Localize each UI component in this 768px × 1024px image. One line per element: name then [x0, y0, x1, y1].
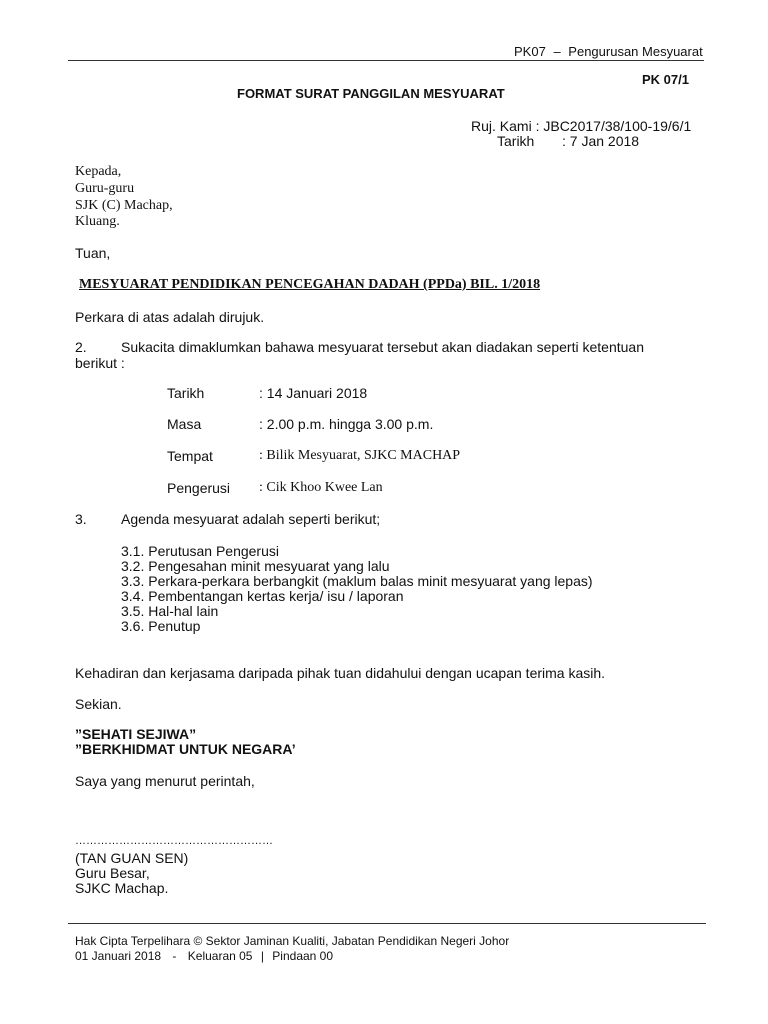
footer-separator: - [172, 949, 177, 963]
motto-line: ”SEHATI SEJIWA” [75, 726, 197, 742]
sign-intro: Saya yang menurut perintah, [75, 773, 255, 789]
detail-value: : Cik Khoo Kwee Lan [259, 480, 383, 495]
subject-line: MESYUARAT PENDIDIKAN PENCEGAHAN DADAH (PPDa) BIL. 1/2018 [79, 277, 541, 292]
footer-issue: Keluaran 05 [187, 949, 253, 963]
sekian: Sekian. [75, 696, 122, 712]
detail-value: : 2.00 p.m. hingga 3.00 p.m. [259, 416, 434, 432]
recipient-line: Guru-guru [75, 181, 135, 196]
closing-paragraph: Kehadiran dan kerjasama daripada pihak tuan didahului dengan ucapan terima kasih. [75, 665, 606, 681]
recipient-line: SJK (C) Machap, [75, 198, 173, 213]
para3-text: Agenda mesyuarat adalah seperti berikut; [121, 511, 381, 527]
detail-label: Masa [167, 416, 202, 432]
agenda-item: 3.5. Hal-hal lain [121, 603, 219, 619]
page-title: FORMAT SURAT PANGGILAN MESYUARAT [237, 86, 505, 101]
detail-label: Pengerusi [167, 480, 231, 496]
detail-value: : Bilik Mesyuarat, SJKC MACHAP [259, 448, 461, 463]
para2-text: Sukacita dimaklumkan bahawa mesyuarat tersebut akan diadakan seperti ketentuan [121, 339, 644, 355]
agenda-item: 3.4. Pembentangan kertas kerja/ isu / laporan [121, 588, 404, 604]
header-doc-code-line [514, 44, 703, 60]
detail-label: Tempat [167, 448, 213, 464]
agenda-item: 3.1. Perutusan Pengerusi [121, 543, 279, 559]
agenda-item: 3.2. Pengesahan minit mesyuarat yang lalu [121, 558, 390, 574]
header-doc-code: PK07 [514, 44, 546, 59]
agenda-item: 3.3. Perkara-perkara berbangkit (maklum balas minit mesyuarat yang lepas) [121, 573, 593, 589]
salutation: Tuan, [75, 245, 111, 261]
agenda-item: 3.6. Penutup [121, 618, 201, 634]
header-dash: – [553, 44, 561, 59]
recipient-line: Kepada, [75, 164, 122, 179]
motto-line: ”BERKHIDMAT UNTUK NEGARA’ [75, 741, 296, 757]
footer-date: 01 Januari 2018 [75, 949, 162, 963]
form-code: PK 07/1 [642, 72, 689, 87]
detail-value: : 14 Januari 2018 [259, 385, 368, 401]
signature-line: ……………………………………………… [75, 835, 273, 847]
para2-text: berikut : [75, 355, 125, 371]
header-rule [68, 60, 704, 61]
signatory-name: (TAN GUAN SEN) [75, 850, 189, 866]
signatory-school: SJKC Machap. [75, 880, 169, 896]
recipient-line: Kluang. [75, 214, 120, 229]
para2-number: 2. [75, 339, 87, 355]
reference-date-value: : 7 Jan 2018 [562, 133, 640, 149]
footer-rule [68, 923, 706, 924]
reference-number: Ruj. Kami : JBC2017/38/100-19/6/1 [471, 118, 692, 134]
footer-issue-line [75, 949, 333, 963]
footer-copyright: Hak Cipta Terpelihara © Sektor Jaminan Kualiti, Jabatan Pendidikan Negeri Johor [75, 934, 510, 948]
intro-paragraph: Perkara di atas adalah dirujuk. [75, 309, 265, 325]
signatory-position: Guru Besar, [75, 865, 150, 881]
detail-label: Tarikh [167, 385, 205, 401]
reference-date-label: Tarikh [497, 133, 535, 149]
para3-number: 3. [75, 511, 87, 527]
footer-revision: Pindaan 00 [272, 949, 334, 963]
footer-separator: | [260, 949, 264, 963]
header-section: Pengurusan Mesyuarat [568, 44, 703, 59]
